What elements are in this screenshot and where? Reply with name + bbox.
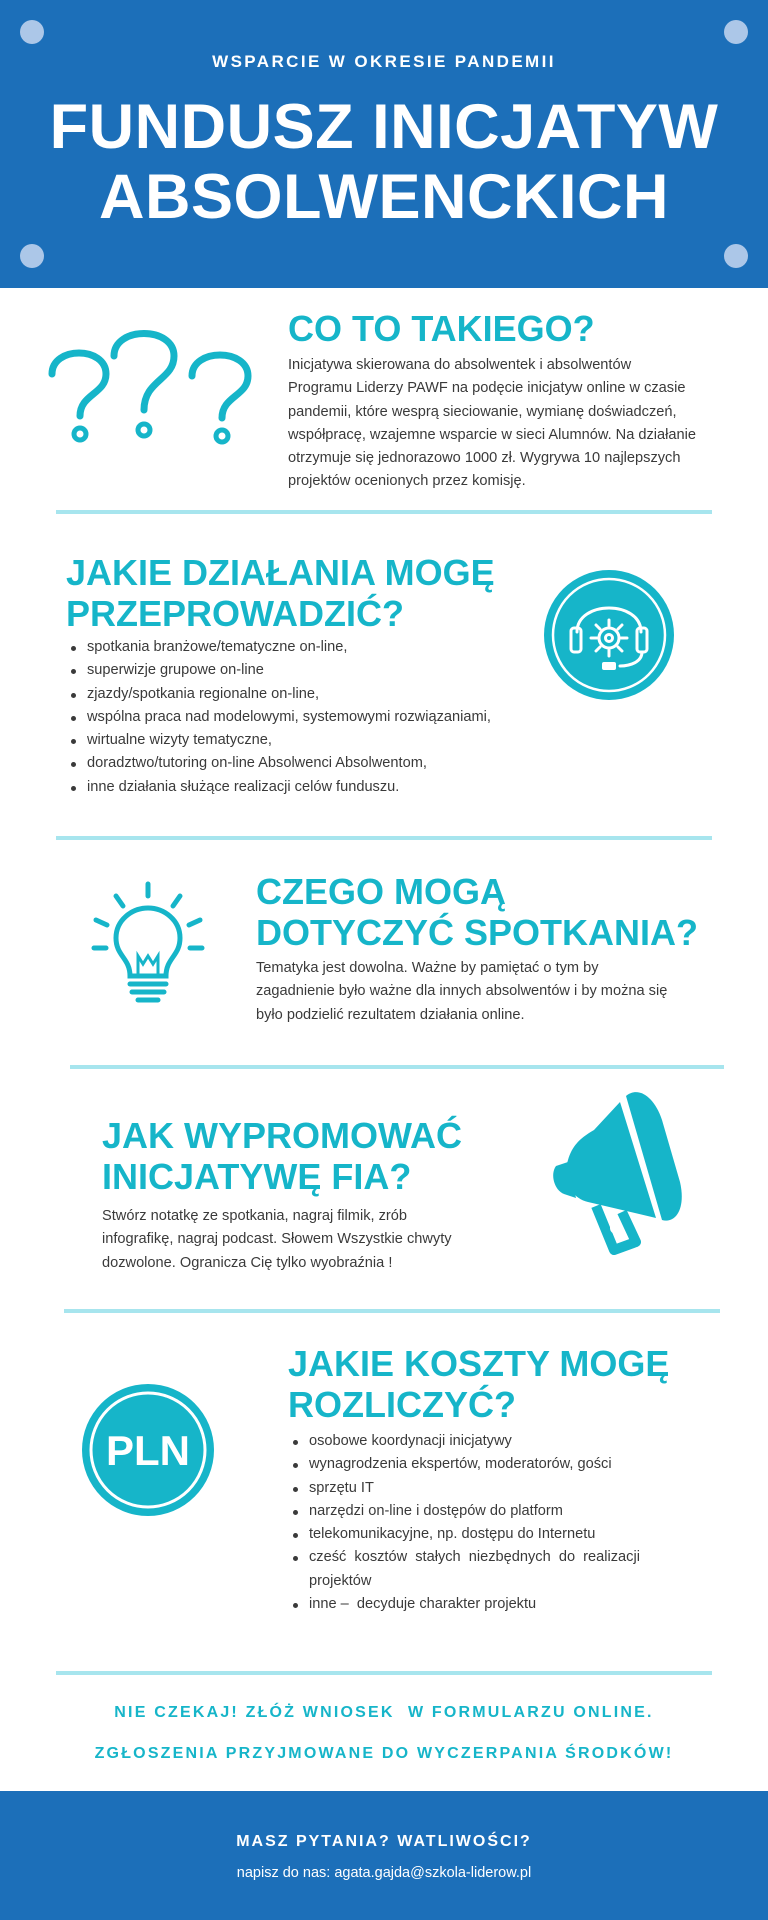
corner-dot [20, 244, 44, 268]
section-title-line2: INICJATYWĘ FIA? [102, 1156, 412, 1197]
footer-contact[interactable]: napisz do nas: agata.gajda@szkola-liderow.pl [236, 1865, 532, 1881]
section-title-line2: PRZEPROWADZIĆ? [66, 593, 404, 634]
list-item: zjazdy/spotkania regionalne on-line, [68, 683, 538, 706]
section-title [256, 871, 698, 953]
body-line: współpracę, wzajemne wsparcie w sieci Alumnów. Na działanie [288, 426, 696, 443]
list-item: spotkania branżowe/tematyczne on-line, [68, 636, 538, 659]
body-line: Stwórz notatkę ze spotkania, nagraj filmik, zrób [102, 1208, 407, 1224]
divider [56, 836, 712, 840]
header-banner [0, 0, 768, 288]
body-line: Programu Liderzy PAWF na podęcie inicjatyw online w czasie [288, 380, 686, 397]
section-title [66, 552, 495, 634]
page-title-line2: ABSOLWENCKICH [99, 162, 669, 232]
footer-question: MASZ PYTANIA? WATLIWOŚCI? [236, 1833, 532, 1850]
page-title-line1: FUNDUSZ INICJATYW [49, 92, 719, 162]
list-item: telekomunikacyjne, np. dostępu do Internetu [290, 1523, 690, 1546]
list-item: inne – decyduje charakter projektu [290, 1593, 690, 1616]
divider [70, 1065, 724, 1069]
list-item-line: projektów [309, 1572, 372, 1589]
section-body [102, 1205, 502, 1275]
body-line: było podzielić rezultatem działania online. [256, 1006, 525, 1023]
header-eyebrow: WSPARCIE W OKRESIE PANDEMII [212, 52, 556, 71]
list-item: superwizje grupowe on-line [68, 659, 538, 682]
footer-banner [0, 1791, 768, 1920]
body-line: Tematyka jest dowolna. Ważne by pamiętać o tym by [256, 960, 599, 976]
cta-deadline: ZGŁOSZENIA PRZYJMOWANE DO WYCZERPANIA ŚRODKÓW! [94, 1745, 674, 1762]
cta-apply: NIE CZEKAJ! ZŁÓŻ WNIOSEK W FORMULARZU ONLINE. [114, 1704, 654, 1721]
pln-badge-label: PLN [106, 1427, 190, 1474]
corner-dot [724, 244, 748, 268]
section-title-line1: JAK WYPROMOWAĆ [102, 1115, 462, 1156]
corner-dot [20, 20, 44, 44]
list-item: narzędzi on-line i dostępów do platform [290, 1500, 690, 1523]
costs-list [290, 1430, 690, 1616]
list-item: inne działania służące realizacji celów funduszu. [68, 776, 538, 799]
section-title [102, 1115, 462, 1197]
section-title-line2: DOTYCZYĆ SPOTKANIA? [256, 912, 699, 953]
body-line: otrzymuje się jednorazowo 1000 zł. Wygrywa 10 najlepszych [288, 450, 681, 467]
activities-list [68, 636, 538, 799]
body-line: pandemii, które wesprą sieciowanie, wymianę doświadczeń, [288, 403, 677, 420]
list-item: wynagrodzenia ekspertów, moderatorów, gości [290, 1453, 690, 1476]
body-line: Inicjatywa skierowana do absolwentek i absolwentów [288, 357, 632, 373]
section-title-line1: CZEGO MOGĄ [256, 871, 506, 912]
section-title-line2: ROZLICZYĆ? [288, 1384, 516, 1425]
section-title-line1: JAKIE DZIAŁANIA MOGĘ [66, 552, 495, 593]
list-item: wirtualne wizyty tematyczne, [68, 729, 538, 752]
divider [64, 1309, 720, 1313]
pln-currency-badge [82, 1384, 214, 1516]
list-item-line: cześć kosztów stałych niezbędnych do realizacji [309, 1549, 640, 1566]
body-line: projektów ocenionych przez komisję. [288, 473, 526, 490]
page-title [0, 92, 768, 232]
body-line: infografikę, nagraj podcast. Słowem Wszystkie chwyty [102, 1231, 452, 1248]
list-item: sprzętu IT [290, 1477, 690, 1500]
headset-gear-icon [544, 570, 674, 700]
list-item: doradztwo/tutoring on-line Absolwenci Absolwentom, [68, 752, 538, 775]
megaphone-icon [550, 1086, 690, 1256]
section-body [256, 957, 716, 1027]
divider [56, 510, 712, 514]
section-title [288, 1343, 669, 1425]
corner-dot [724, 20, 748, 44]
section-title-line1: JAKIE KOSZTY MOGĘ [288, 1343, 670, 1384]
section-body [288, 354, 728, 494]
list-item: wspólna praca nad modelowymi, systemowymi rozwiązaniami, [68, 706, 538, 729]
lightbulb-icon [90, 880, 206, 1012]
list-item [290, 1546, 690, 1593]
divider [56, 1671, 712, 1675]
body-line: zagadnienie było ważne dla innych absolwentów i by można się [256, 983, 668, 1000]
question-marks-icon [44, 328, 258, 452]
list-item: osobowe koordynacji inicjatywy [290, 1430, 690, 1453]
body-line: dozwolone. Ogranicza Cię tylko wyobraźnia ! [102, 1254, 393, 1271]
section-title: CO TO TAKIEGO? [288, 308, 595, 349]
